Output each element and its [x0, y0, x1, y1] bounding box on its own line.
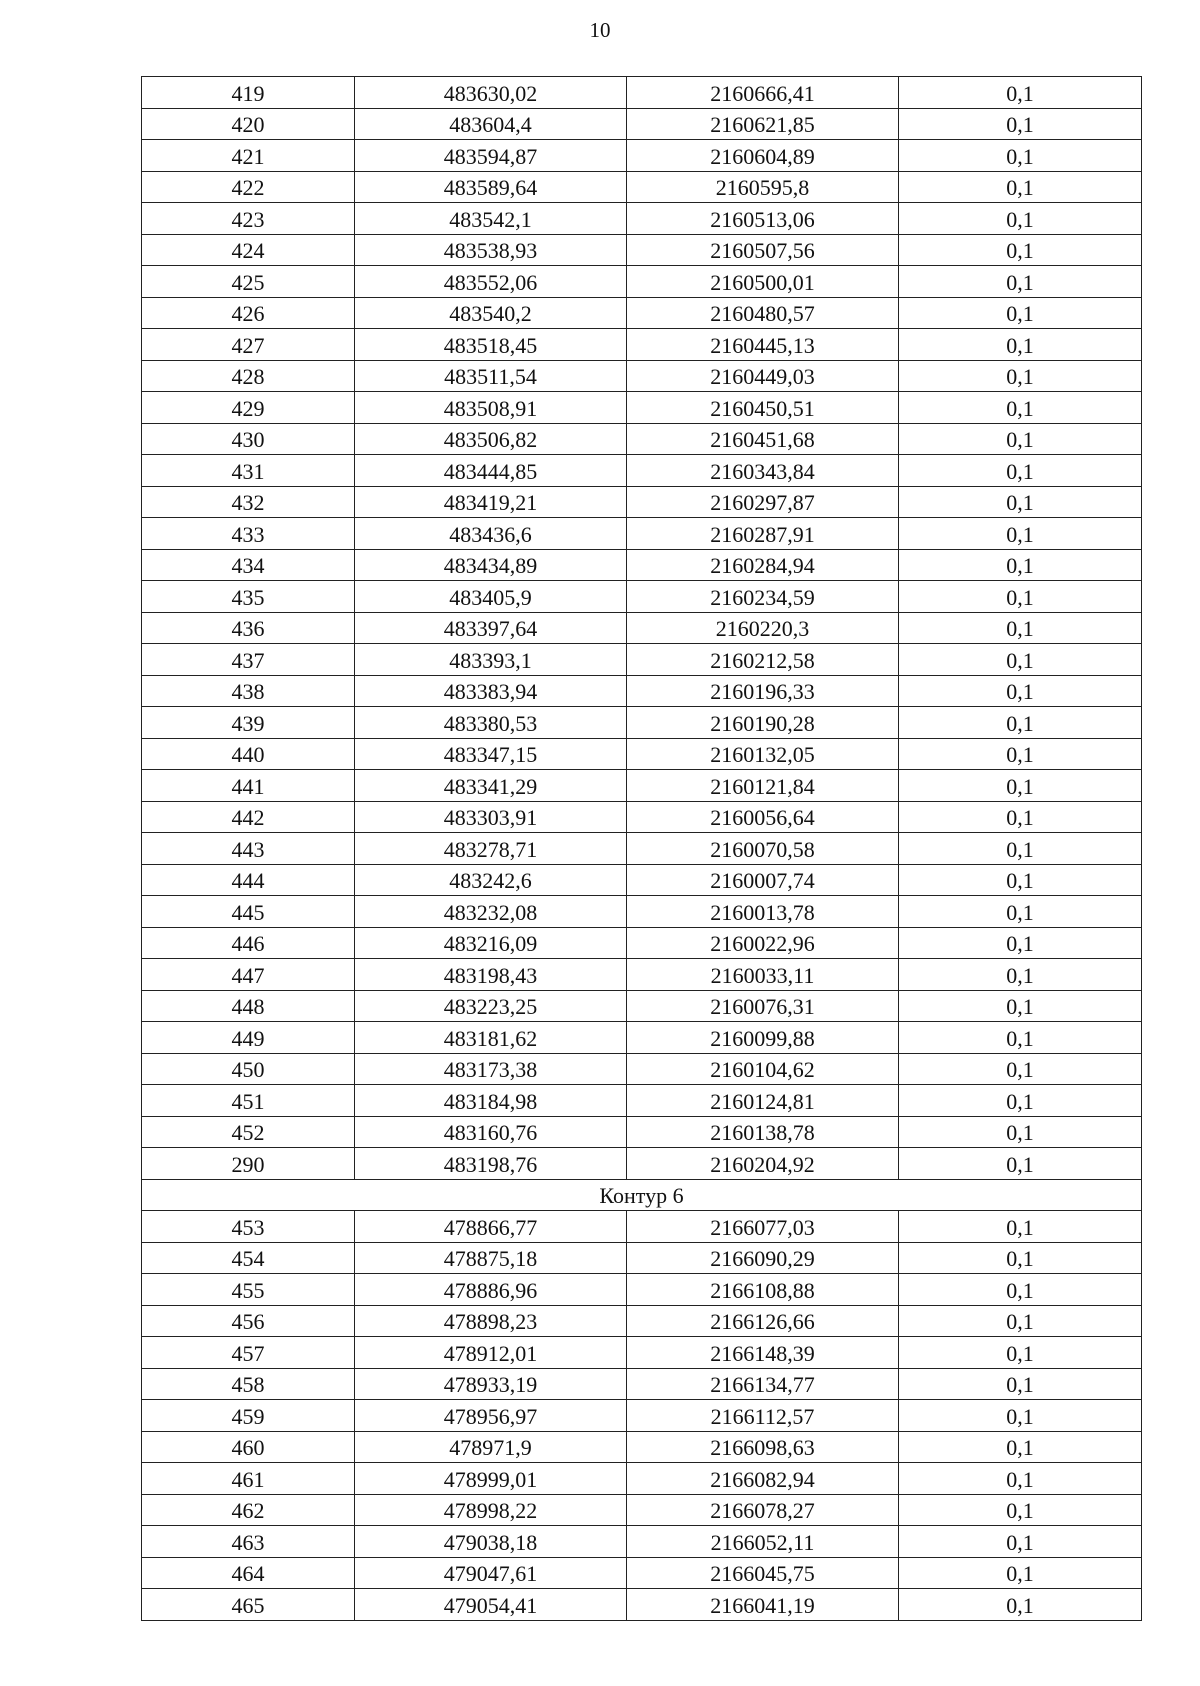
x-coordinate-cell: 483506,82 [355, 423, 627, 455]
y-coordinate-cell: 2160234,59 [627, 581, 899, 613]
table-row [142, 1022, 1142, 1054]
table-row [142, 1400, 1142, 1432]
table-row [142, 297, 1142, 329]
x-coordinate-cell: 483508,91 [355, 392, 627, 424]
y-coordinate-cell: 2166082,94 [627, 1463, 899, 1495]
y-coordinate-cell: 2166098,63 [627, 1431, 899, 1463]
point-number-cell: 420 [142, 108, 355, 140]
x-coordinate-cell: 483604,4 [355, 108, 627, 140]
table-row [142, 675, 1142, 707]
table-row [142, 108, 1142, 140]
x-coordinate-cell: 483181,62 [355, 1022, 627, 1054]
y-coordinate-cell: 2160212,58 [627, 644, 899, 676]
point-number-cell: 463 [142, 1526, 355, 1558]
table-row [142, 203, 1142, 235]
point-number-cell: 421 [142, 140, 355, 172]
y-coordinate-cell: 2160513,06 [627, 203, 899, 235]
y-coordinate-cell: 2160022,96 [627, 927, 899, 959]
table-row [142, 738, 1142, 770]
table-row [142, 77, 1142, 109]
point-number-cell: 464 [142, 1557, 355, 1589]
table-row [142, 864, 1142, 896]
x-coordinate-cell: 478898,23 [355, 1305, 627, 1337]
table-row [142, 518, 1142, 550]
point-number-cell: 465 [142, 1589, 355, 1621]
x-coordinate-cell: 483216,09 [355, 927, 627, 959]
accuracy-cell: 0,1 [899, 1463, 1142, 1495]
accuracy-cell: 0,1 [899, 455, 1142, 487]
table-row [142, 927, 1142, 959]
x-coordinate-cell: 483511,54 [355, 360, 627, 392]
x-coordinate-cell: 483383,94 [355, 675, 627, 707]
accuracy-cell: 0,1 [899, 990, 1142, 1022]
x-coordinate-cell: 483538,93 [355, 234, 627, 266]
x-coordinate-cell: 483223,25 [355, 990, 627, 1022]
table-row [142, 266, 1142, 298]
y-coordinate-cell: 2160204,92 [627, 1148, 899, 1180]
table-row [142, 392, 1142, 424]
y-coordinate-cell: 2160196,33 [627, 675, 899, 707]
x-coordinate-cell: 478912,01 [355, 1337, 627, 1369]
table-row [142, 1085, 1142, 1117]
y-coordinate-cell: 2160099,88 [627, 1022, 899, 1054]
y-coordinate-cell: 2160056,64 [627, 801, 899, 833]
table-row [142, 1274, 1142, 1306]
page-number: 10 [589, 18, 611, 42]
table-row [142, 360, 1142, 392]
table-row [142, 770, 1142, 802]
accuracy-cell: 0,1 [899, 1211, 1142, 1243]
x-coordinate-cell: 483552,06 [355, 266, 627, 298]
accuracy-cell: 0,1 [899, 896, 1142, 928]
y-coordinate-cell: 2166052,11 [627, 1526, 899, 1558]
x-coordinate-cell: 483444,85 [355, 455, 627, 487]
y-coordinate-cell: 2160621,85 [627, 108, 899, 140]
x-coordinate-cell: 483341,29 [355, 770, 627, 802]
point-number-cell: 457 [142, 1337, 355, 1369]
table-row [142, 1116, 1142, 1148]
table-row [142, 234, 1142, 266]
table-row [142, 1431, 1142, 1463]
table-row [142, 1526, 1142, 1558]
y-coordinate-cell: 2166045,75 [627, 1557, 899, 1589]
table-row [142, 1368, 1142, 1400]
y-coordinate-cell: 2166077,03 [627, 1211, 899, 1243]
x-coordinate-cell: 483380,53 [355, 707, 627, 739]
point-number-cell: 449 [142, 1022, 355, 1054]
point-number-cell: 435 [142, 581, 355, 613]
table-row [142, 644, 1142, 676]
y-coordinate-cell: 2160507,56 [627, 234, 899, 266]
x-coordinate-cell: 478875,18 [355, 1242, 627, 1274]
accuracy-cell: 0,1 [899, 360, 1142, 392]
accuracy-cell: 0,1 [899, 1116, 1142, 1148]
y-coordinate-cell: 2160500,01 [627, 266, 899, 298]
y-coordinate-cell: 2160132,05 [627, 738, 899, 770]
y-coordinate-cell: 2160445,13 [627, 329, 899, 361]
accuracy-cell: 0,1 [899, 234, 1142, 266]
table-row [142, 329, 1142, 361]
point-number-cell: 443 [142, 833, 355, 865]
y-coordinate-cell: 2166078,27 [627, 1494, 899, 1526]
y-coordinate-cell: 2160480,57 [627, 297, 899, 329]
y-coordinate-cell: 2166090,29 [627, 1242, 899, 1274]
table-row [142, 1337, 1142, 1369]
point-number-cell: 454 [142, 1242, 355, 1274]
point-number-cell: 458 [142, 1368, 355, 1400]
point-number-cell: 461 [142, 1463, 355, 1495]
y-coordinate-cell: 2160343,84 [627, 455, 899, 487]
x-coordinate-cell: 483436,6 [355, 518, 627, 550]
x-coordinate-cell: 483198,43 [355, 959, 627, 991]
table-row [142, 1053, 1142, 1085]
x-coordinate-cell: 483630,02 [355, 77, 627, 109]
x-coordinate-cell: 483173,38 [355, 1053, 627, 1085]
accuracy-cell: 0,1 [899, 1431, 1142, 1463]
point-number-cell: 426 [142, 297, 355, 329]
accuracy-cell: 0,1 [899, 1557, 1142, 1589]
accuracy-cell: 0,1 [899, 329, 1142, 361]
table-row [142, 1463, 1142, 1495]
point-number-cell: 431 [142, 455, 355, 487]
y-coordinate-cell: 2166148,39 [627, 1337, 899, 1369]
x-coordinate-cell: 483278,71 [355, 833, 627, 865]
accuracy-cell: 0,1 [899, 927, 1142, 959]
table-row [142, 612, 1142, 644]
accuracy-cell: 0,1 [899, 297, 1142, 329]
table-row [142, 707, 1142, 739]
table-row [142, 1494, 1142, 1526]
accuracy-cell: 0,1 [899, 1242, 1142, 1274]
table-row [142, 549, 1142, 581]
point-number-cell: 425 [142, 266, 355, 298]
point-number-cell: 455 [142, 1274, 355, 1306]
point-number-cell: 290 [142, 1148, 355, 1180]
accuracy-cell: 0,1 [899, 1148, 1142, 1180]
point-number-cell: 444 [142, 864, 355, 896]
x-coordinate-cell: 483242,6 [355, 864, 627, 896]
point-number-cell: 427 [142, 329, 355, 361]
x-coordinate-cell: 483419,21 [355, 486, 627, 518]
table-row [142, 1211, 1142, 1243]
x-coordinate-cell: 483198,76 [355, 1148, 627, 1180]
point-number-cell: 460 [142, 1431, 355, 1463]
x-coordinate-cell: 483434,89 [355, 549, 627, 581]
x-coordinate-cell: 483393,1 [355, 644, 627, 676]
x-coordinate-cell: 483397,64 [355, 612, 627, 644]
x-coordinate-cell: 478999,01 [355, 1463, 627, 1495]
point-number-cell: 437 [142, 644, 355, 676]
accuracy-cell: 0,1 [899, 1589, 1142, 1621]
x-coordinate-cell: 483405,9 [355, 581, 627, 613]
table-row [142, 990, 1142, 1022]
point-number-cell: 447 [142, 959, 355, 991]
x-coordinate-cell: 483594,87 [355, 140, 627, 172]
accuracy-cell: 0,1 [899, 203, 1142, 235]
point-number-cell: 456 [142, 1305, 355, 1337]
x-coordinate-cell: 478886,96 [355, 1274, 627, 1306]
y-coordinate-cell: 2160070,58 [627, 833, 899, 865]
contour-label: Контур 6 [142, 1179, 1142, 1211]
y-coordinate-cell: 2160190,28 [627, 707, 899, 739]
accuracy-cell: 0,1 [899, 1053, 1142, 1085]
point-number-cell: 436 [142, 612, 355, 644]
accuracy-cell: 0,1 [899, 864, 1142, 896]
point-number-cell: 448 [142, 990, 355, 1022]
table-row [142, 801, 1142, 833]
point-number-cell: 430 [142, 423, 355, 455]
table-row [142, 486, 1142, 518]
y-coordinate-cell: 2160076,31 [627, 990, 899, 1022]
coordinates-table [141, 76, 1142, 1621]
x-coordinate-cell: 479038,18 [355, 1526, 627, 1558]
y-coordinate-cell: 2160297,87 [627, 486, 899, 518]
point-number-cell: 450 [142, 1053, 355, 1085]
accuracy-cell: 0,1 [899, 518, 1142, 550]
y-coordinate-cell: 2160121,84 [627, 770, 899, 802]
y-coordinate-cell: 2166134,77 [627, 1368, 899, 1400]
point-number-cell: 424 [142, 234, 355, 266]
x-coordinate-cell: 483303,91 [355, 801, 627, 833]
accuracy-cell: 0,1 [899, 675, 1142, 707]
point-number-cell: 462 [142, 1494, 355, 1526]
x-coordinate-cell: 478998,22 [355, 1494, 627, 1526]
table-row [142, 959, 1142, 991]
accuracy-cell: 0,1 [899, 1274, 1142, 1306]
accuracy-cell: 0,1 [899, 738, 1142, 770]
point-number-cell: 445 [142, 896, 355, 928]
accuracy-cell: 0,1 [899, 1526, 1142, 1558]
y-coordinate-cell: 2166041,19 [627, 1589, 899, 1621]
y-coordinate-cell: 2160287,91 [627, 518, 899, 550]
y-coordinate-cell: 2160451,68 [627, 423, 899, 455]
accuracy-cell: 0,1 [899, 1337, 1142, 1369]
table-row [142, 171, 1142, 203]
point-number-cell: 432 [142, 486, 355, 518]
table-row [142, 1589, 1142, 1621]
table-row [142, 896, 1142, 928]
y-coordinate-cell: 2160666,41 [627, 77, 899, 109]
point-number-cell: 440 [142, 738, 355, 770]
y-coordinate-cell: 2166112,57 [627, 1400, 899, 1432]
x-coordinate-cell: 478956,97 [355, 1400, 627, 1432]
accuracy-cell: 0,1 [899, 392, 1142, 424]
y-coordinate-cell: 2160604,89 [627, 140, 899, 172]
point-number-cell: 433 [142, 518, 355, 550]
table-row [142, 581, 1142, 613]
x-coordinate-cell: 478866,77 [355, 1211, 627, 1243]
y-coordinate-cell: 2160124,81 [627, 1085, 899, 1117]
y-coordinate-cell: 2160033,11 [627, 959, 899, 991]
accuracy-cell: 0,1 [899, 833, 1142, 865]
point-number-cell: 439 [142, 707, 355, 739]
accuracy-cell: 0,1 [899, 801, 1142, 833]
x-coordinate-cell: 483232,08 [355, 896, 627, 928]
accuracy-cell: 0,1 [899, 612, 1142, 644]
accuracy-cell: 0,1 [899, 486, 1142, 518]
x-coordinate-cell: 483540,2 [355, 297, 627, 329]
accuracy-cell: 0,1 [899, 77, 1142, 109]
point-number-cell: 441 [142, 770, 355, 802]
y-coordinate-cell: 2160013,78 [627, 896, 899, 928]
point-number-cell: 451 [142, 1085, 355, 1117]
accuracy-cell: 0,1 [899, 1022, 1142, 1054]
accuracy-cell: 0,1 [899, 1494, 1142, 1526]
y-coordinate-cell: 2160007,74 [627, 864, 899, 896]
y-coordinate-cell: 2166126,66 [627, 1305, 899, 1337]
accuracy-cell: 0,1 [899, 707, 1142, 739]
x-coordinate-cell: 483347,15 [355, 738, 627, 770]
y-coordinate-cell: 2160449,03 [627, 360, 899, 392]
accuracy-cell: 0,1 [899, 171, 1142, 203]
accuracy-cell: 0,1 [899, 140, 1142, 172]
point-number-cell: 419 [142, 77, 355, 109]
x-coordinate-cell: 483518,45 [355, 329, 627, 361]
table-row [142, 833, 1142, 865]
accuracy-cell: 0,1 [899, 1305, 1142, 1337]
accuracy-cell: 0,1 [899, 1368, 1142, 1400]
point-number-cell: 423 [142, 203, 355, 235]
x-coordinate-cell: 479054,41 [355, 1589, 627, 1621]
point-number-cell: 446 [142, 927, 355, 959]
accuracy-cell: 0,1 [899, 549, 1142, 581]
contour-header-row [142, 1179, 1142, 1211]
table-row [142, 423, 1142, 455]
point-number-cell: 428 [142, 360, 355, 392]
point-number-cell: 459 [142, 1400, 355, 1432]
x-coordinate-cell: 478971,9 [355, 1431, 627, 1463]
y-coordinate-cell: 2160595,8 [627, 171, 899, 203]
point-number-cell: 434 [142, 549, 355, 581]
accuracy-cell: 0,1 [899, 959, 1142, 991]
y-coordinate-cell: 2160284,94 [627, 549, 899, 581]
x-coordinate-cell: 483542,1 [355, 203, 627, 235]
point-number-cell: 452 [142, 1116, 355, 1148]
x-coordinate-cell: 479047,61 [355, 1557, 627, 1589]
y-coordinate-cell: 2166108,88 [627, 1274, 899, 1306]
table-row [142, 1557, 1142, 1589]
y-coordinate-cell: 2160138,78 [627, 1116, 899, 1148]
point-number-cell: 453 [142, 1211, 355, 1243]
point-number-cell: 442 [142, 801, 355, 833]
y-coordinate-cell: 2160104,62 [627, 1053, 899, 1085]
accuracy-cell: 0,1 [899, 770, 1142, 802]
point-number-cell: 429 [142, 392, 355, 424]
point-number-cell: 438 [142, 675, 355, 707]
accuracy-cell: 0,1 [899, 1085, 1142, 1117]
accuracy-cell: 0,1 [899, 644, 1142, 676]
table-row [142, 455, 1142, 487]
y-coordinate-cell: 2160220,3 [627, 612, 899, 644]
x-coordinate-cell: 478933,19 [355, 1368, 627, 1400]
x-coordinate-cell: 483160,76 [355, 1116, 627, 1148]
point-number-cell: 422 [142, 171, 355, 203]
table-row [142, 1305, 1142, 1337]
x-coordinate-cell: 483184,98 [355, 1085, 627, 1117]
table-row [142, 1242, 1142, 1274]
accuracy-cell: 0,1 [899, 1400, 1142, 1432]
accuracy-cell: 0,1 [899, 108, 1142, 140]
accuracy-cell: 0,1 [899, 423, 1142, 455]
accuracy-cell: 0,1 [899, 266, 1142, 298]
y-coordinate-cell: 2160450,51 [627, 392, 899, 424]
table-row [142, 140, 1142, 172]
accuracy-cell: 0,1 [899, 581, 1142, 613]
table-row [142, 1148, 1142, 1180]
x-coordinate-cell: 483589,64 [355, 171, 627, 203]
coordinates-table-body [142, 77, 1142, 1621]
